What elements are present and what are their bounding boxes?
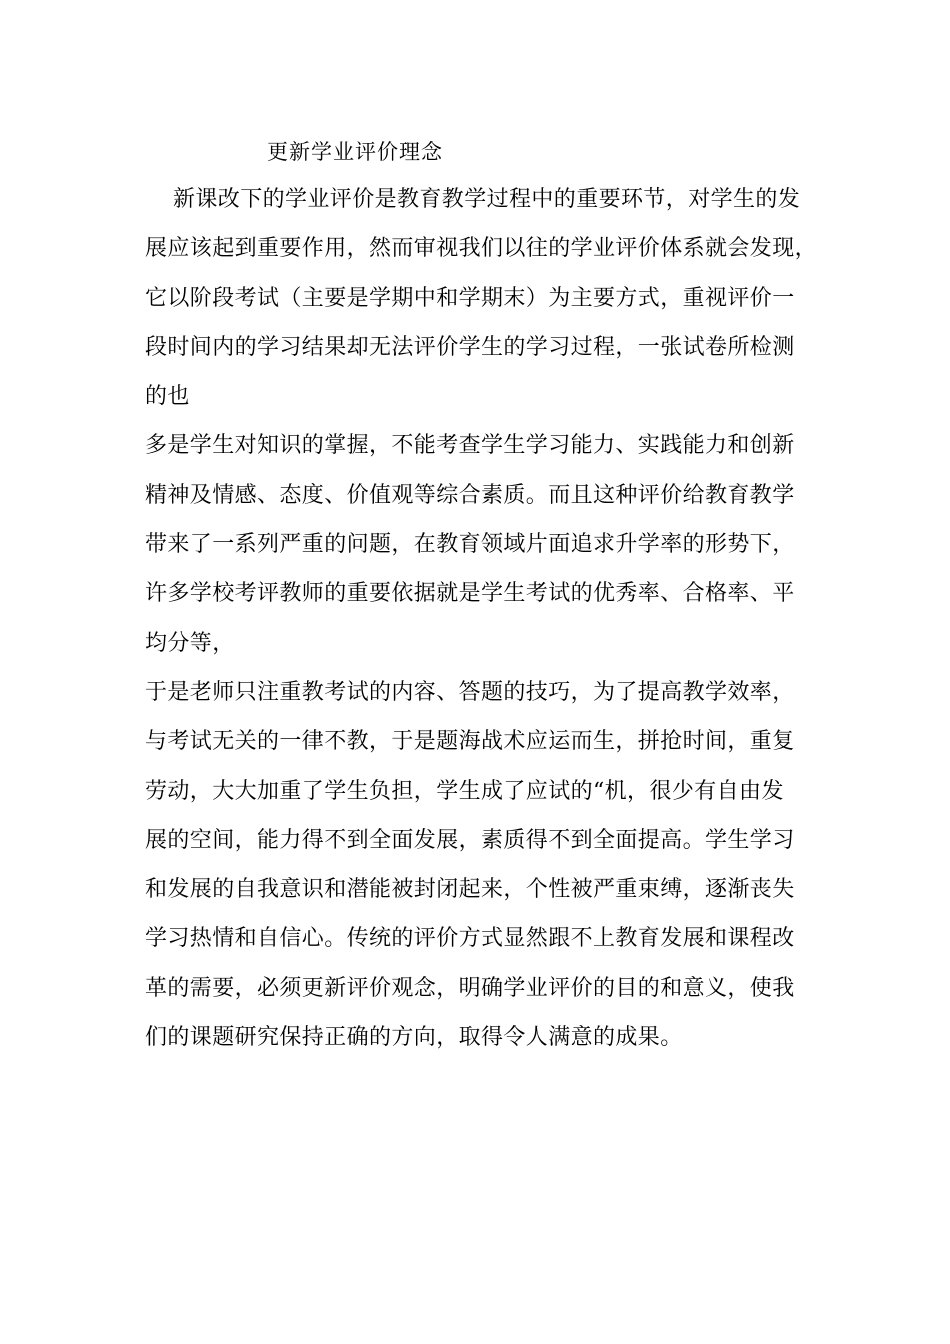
text-line: 展应该起到重要作用，然而审视我们以往的学业评价体系就会发现， (145, 236, 818, 262)
text-line: 段时间内的学习结果却无法评价学生的学习过程，一张试卷所检测 (145, 334, 795, 360)
text-line: 和发展的自我意识和潜能被封闭起来，个性被严重束缚，逐渐丧失 (145, 877, 795, 903)
text-line: 带来了一系列严重的问题，在教育领域片面追求升学率的形势下， (145, 532, 795, 558)
text-line: 革的需要，必须更新评价观念，明确学业评价的目的和意义，使我 (145, 975, 795, 1001)
text-line: 劳动，大大加重了学生负担，学生成了应试的“机，很少有自由发 (145, 778, 784, 804)
text-line: 许多学校考评教师的重要依据就是学生考试的优秀率、合格率、平 (145, 581, 795, 607)
text-line: 新课改下的学业评价是教育教学过程中的重要环节，对学生的发 (173, 187, 801, 212)
text-line: 展的空间，能力得不到全面发展，素质得不到全面提高。学生学习 (145, 827, 795, 853)
text-line: 它以阶段考试（主要是学期中和学期末）为主要方式，重视评价一 (145, 285, 795, 311)
text-line: 于是老师只注重教考试的内容、答题的技巧，为了提高教学效率， (145, 679, 795, 705)
text-line: 们的课题研究保持正确的方向，取得令人满意的成果。 (145, 1025, 683, 1051)
document-title: 更新学业评价理念 (267, 140, 443, 164)
text-line: 的也 (145, 384, 190, 410)
document-body (145, 185, 835, 1072)
text-line: 精神及情感、态度、价值观等综合素质。而且这种评价给教育教学 (145, 482, 795, 508)
text-line: 多是学生对知识的掌握，不能考查学生学习能力、实践能力和创新 (145, 433, 795, 459)
text-line: 均分等， (145, 630, 235, 656)
text-line: 与考试无关的一律不教，于是题海战术应运而生，拼抢时间，重复 (145, 729, 795, 755)
text-line: 学习热情和自信心。传统的评价方式显然跟不上教育发展和课程改 (145, 926, 795, 952)
